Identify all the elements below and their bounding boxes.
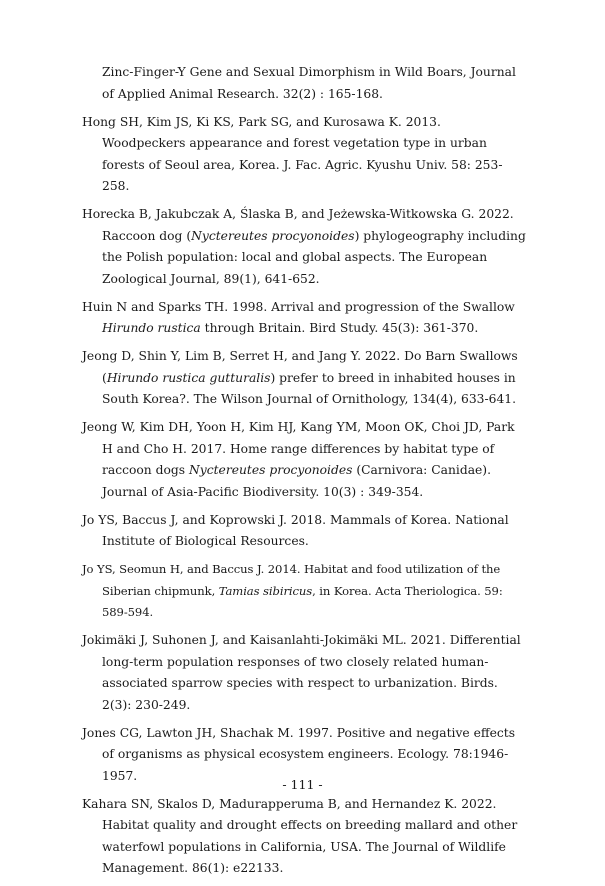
reference-text: Horecka B, Jakubczak A, Ślaska B, and Jeżewska-Witkowska G. 2022. Raccoon dog (: [82, 207, 514, 243]
reference-entry: [82, 510, 527, 553]
reference-text: Jeong D, Shin Y, Lim B, Serret H, and Jang Y. 2022. Do Barn Swallows (: [82, 349, 518, 385]
reference-entry: [82, 794, 527, 880]
reference-entry: [82, 630, 527, 716]
species-name: Nyctereutes procyonoides: [189, 463, 353, 477]
reference-entry: [82, 204, 527, 290]
reference-text: Zinc-Finger-Y Gene and Sexual Dimorphism in Wild Boars, Journal of Applied Animal Research. 32(2) : 165-168.: [102, 65, 516, 101]
species-name: Tamias sibiricus: [218, 583, 313, 598]
reference-text: ) phylogeography including the Polish population: local and global aspects. The European Zoological Journal, 89(1), 641-652.: [102, 228, 526, 286]
reference-text: Jones CG, Lawton JH, Shachak M. 1997. Positive and negative effects of organisms as physical ecosystem engineers. Ecology. 78:1946-1957.: [82, 725, 516, 783]
reference-text: (Carnivora: Canidae). Journal of Asia-Pacific Biodiversity. 10(3) : 349-354.: [102, 463, 492, 499]
page-number: - 111 -: [282, 777, 323, 792]
reference-entry: [82, 417, 527, 503]
reference-text: Huin N and Sparks TH. 1998. Arrival and progression of the Swallow: [82, 299, 515, 314]
reference-text: Jo YS, Seomun H, and Baccus J. 2014. Habitat and food utilization of the Siberian chipmunk,: [82, 562, 501, 598]
reference-text: Jo YS, Baccus J, and Koprowski J. 2018. Mammals of Korea. National Institute of Biological Resources.: [82, 512, 509, 548]
reference-text: Kahara SN, Skalos D, Madurapperuma B, and Hernandez K. 2022. Habitat quality and drought effects on breeding mallard and other waterfowl populations in California, USA. The Journal of Wildlife Management. 86(1): e22133.: [82, 796, 518, 875]
reference-entry: [82, 62, 527, 105]
reference-entry: [82, 346, 527, 411]
species-name: Hirundo rustica: [102, 321, 201, 335]
reference-entry: [82, 297, 527, 340]
species-name: Nyctereutes procyonoides: [191, 228, 355, 243]
reference-entry: [82, 559, 527, 624]
reference-text: Jeong W, Kim DH, Yoon H, Kim HJ, Kang YM, Moon OK, Choi JD, Park H and Cho H. 2017. Home range differences by habitat type of raccoon dogs: [82, 420, 515, 477]
reference-text: ) prefer to breed in inhabited houses in South Korea?. The Wilson Journal of Ornithology, 134(4), 633-641.: [102, 370, 517, 406]
reference-text: Hong SH, Kim JS, Ki KS, Park SG, and Kurosawa K. 2013. Woodpeckers appearance and forest vegetation type in urban forests of Seoul area, Korea. J. Fac. Agric. Kyushu Univ. 58: 253-258.: [82, 114, 503, 193]
reference-entry: [82, 112, 527, 198]
reference-text: through Britain. Bird Study. 45(3): 361-370.: [200, 321, 479, 335]
reference-text: , in Korea. Acta Theriologica. 59: 589-594.: [102, 583, 503, 619]
reference-text: Jokimäki J, Suhonen J, and Kaisanlahti-Jokimäki ML. 2021. Differential long-term population responses of two closely related human-associated sparrow species with respect to urbanization. Birds. 2(3): 230-249.: [82, 633, 521, 712]
reference-list: [82, 62, 527, 886]
species-name: Hirundo rustica gutturalis: [106, 370, 271, 385]
